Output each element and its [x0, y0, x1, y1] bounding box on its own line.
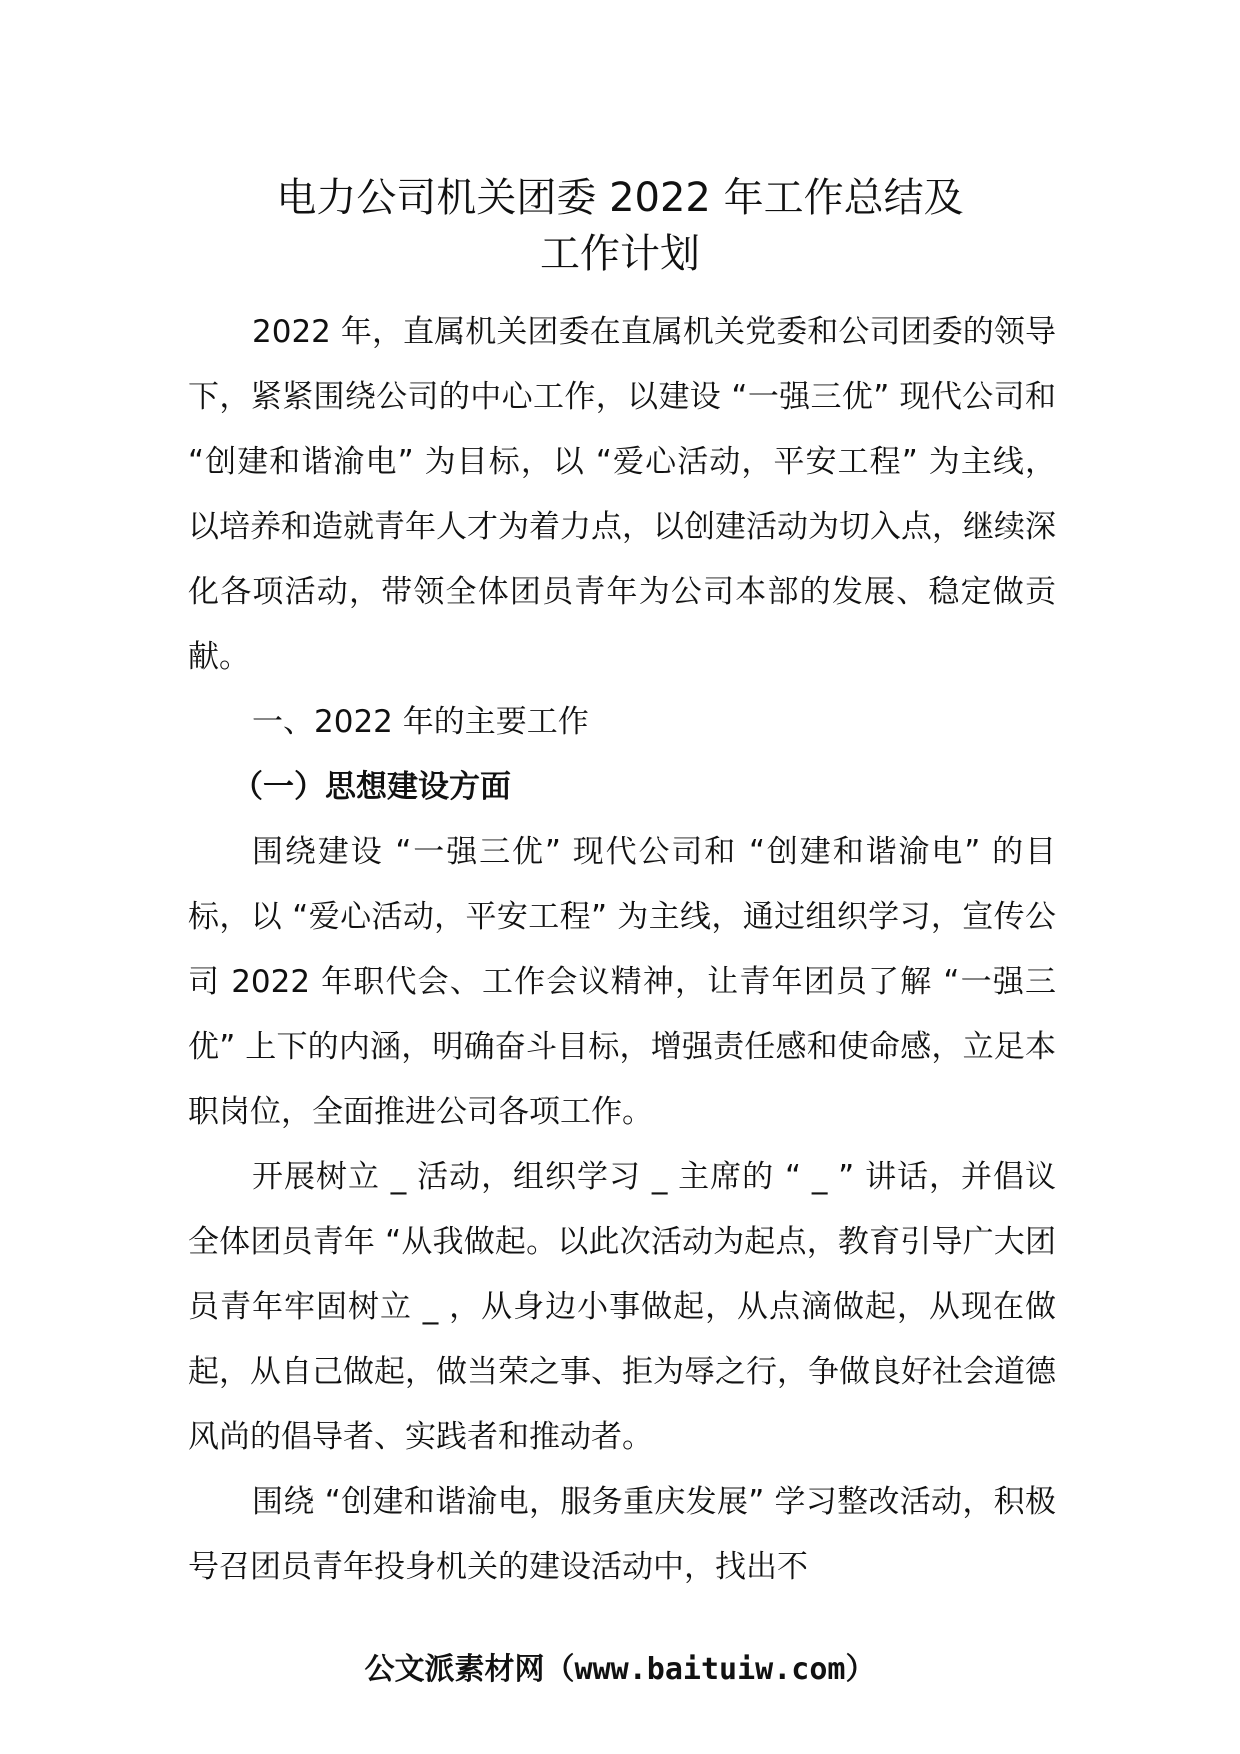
body-paragraph-2: 开展树立 _ 活动，组织学习 _ 主席的 “ _ ” 讲话，并倡议全体团员青年 “从我做起。以此次活动为起点，教育引导广大团员青年牢固树立 _ ，从身边小事做起，从点滴做起，从现在做起，从自己做起，做当荣之事、拒为辱之行，争做良好社会道德风尚的倡导者、实践者和推动者。 — [188, 1159, 1056, 1455]
document-title-line-2: 工作计划 — [540, 231, 700, 277]
section-heading: 一、2022 年的主要工作 — [252, 704, 589, 740]
body-paragraph-1: 围绕建设 “一强三优” 现代公司和 “创建和谐渝电” 的目标，以 “爱心活动，平安工程” 为主线，通过组织学习，宣传公司 2022 年职代会、工作会议精神，让青年团员了解 “一强三优” 上下的内涵，明确奋斗目标，增强责任感和使命感，立足本职岗位，全面推进公司各项工作。 — [188, 834, 1056, 1130]
body-paragraph-3: 围绕 “创建和谐渝电，服务重庆发展” 学习整改活动，积极号召团员青年投身机关的建设活动中，找出不 — [188, 1484, 1056, 1585]
footer-watermark: 公文派素材网（www.baituiw.com） — [364, 1652, 876, 1687]
document-body — [188, 300, 1056, 1600]
intro-paragraph: 2022 年，直属机关团委在直属机关党委和公司团委的领导下，紧紧围绕公司的中心工作，以建设 “一强三优” 现代公司和 “创建和谐渝电” 为目标，以 “爱心活动，平安工程” 为主线，以培养和造就青年人才为着力点，以创建活动为切入点，继续深化各项活动，带领全体团员青年为公司本部的发展、稳定做贡献。 — [188, 314, 1056, 675]
document-title-line-1: 电力公司机关团委 2022 年工作总结及 — [276, 175, 964, 221]
subsection-heading: （一）思想建设方面 — [232, 769, 511, 805]
